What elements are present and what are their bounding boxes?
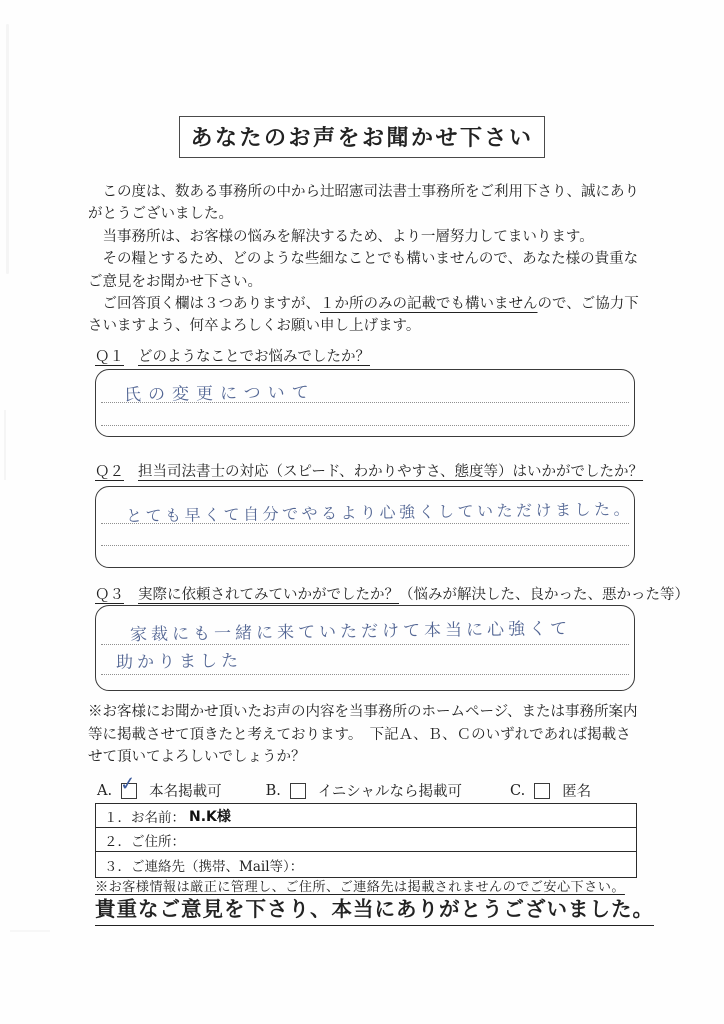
table-row-name (96, 804, 636, 828)
consent-option-a (97, 771, 222, 801)
option-b-text: イニシャルなら掲載可 (317, 784, 462, 800)
thank-you-footer: 貴重なご意見を下さり、本当にありがとうございました。 (95, 892, 654, 926)
option-b-label: B. (265, 782, 281, 799)
row-name-value: N.K様 (189, 808, 231, 825)
intro-paragraph-3: その糧とするため、どのような些細なことでも構いませんので、あなた様の貴重なご意見をお聞かせ下さい。 (88, 251, 639, 290)
question-1-answer-box (95, 369, 635, 437)
consent-options-row (97, 771, 637, 801)
table-row-address (96, 828, 636, 852)
option-b-checkbox (290, 783, 306, 799)
intro-paragraph-2: 当事務所は、お客様の悩みを解決するため、より一層努力してまいります。 (102, 228, 594, 245)
option-a-checkbox (118, 771, 138, 799)
handwritten-answer-q1: 氏の変更について (123, 382, 316, 406)
scan-artifact (4, 410, 6, 480)
row-name-label: １．お名前： (104, 809, 185, 826)
publish-consent-note (88, 701, 642, 769)
consent-option-c (510, 780, 591, 801)
option-c-text: 匿名 (562, 784, 592, 800)
option-c-checkbox (534, 783, 550, 799)
intro-p4-underlined: １か所のみの記載でも構いません (320, 296, 538, 313)
handwritten-answer-q2: とても早くて自分でやるより心強くしていただけました。 (125, 499, 634, 526)
contact-info-table (95, 803, 637, 878)
intro-paragraph-4 (88, 293, 640, 338)
intro-p4-post: ので、ご協力下さいますよう、何卒よろしくお願い申し上げます。 (88, 296, 639, 335)
question-2-answer-box (95, 486, 635, 568)
row-address-label: ２．ご住所： (104, 833, 185, 850)
intro-p4-pre: ご回答頂く欄は３つありますが、 (102, 296, 320, 313)
title-row (0, 116, 724, 158)
row-contact-label: ３．ご連絡先（携帯、Mail等）： (104, 858, 304, 875)
question-3-answer-box (95, 605, 635, 691)
privacy-note: ※お客様情報は厳正に管理し、ご住所、ご連絡先は掲載されませんのでご安心下さい。 (95, 880, 625, 895)
question-1-label: Ｑ１ (95, 349, 124, 365)
option-c-label: C. (510, 782, 526, 799)
question-3-heading (95, 583, 689, 604)
intro-paragraph-1: この度は、数ある事務所の中から辻昭憲司法書士事務所をご利用下さり、誠にありがとうございました。 (88, 184, 639, 223)
question-2-heading (95, 460, 643, 481)
question-1-text: どのようなことでお悩みでしたか？ (138, 349, 370, 365)
scan-artifact (10, 930, 50, 932)
ruled-line (101, 425, 629, 426)
question-3-text: 実際に依頼されてみていかがでしたか？ (138, 587, 399, 603)
option-a-text: 本名掲載可 (149, 784, 222, 800)
option-a-label: A. (97, 782, 113, 799)
ruled-line (101, 674, 629, 675)
publish-note-part1: ※お客様にお聞かせ頂いたお声の内容を当事務所のホームページ、または事務所案内等に掲載させて頂きたと考えております。 (88, 704, 638, 743)
page-title: あなたのお声をお聞かせ下さい (179, 116, 544, 158)
handwritten-answer-q3-line1: 家裁にも一緒に来ていただけて本当に心強くて (129, 618, 572, 646)
intro-text (88, 181, 640, 338)
check-mark-icon: ✓ (118, 771, 138, 796)
question-3-label: Ｑ３ (95, 587, 124, 603)
question-2-label: Ｑ２ (95, 464, 124, 480)
consent-option-b (266, 780, 462, 801)
table-row-contact (96, 852, 636, 877)
ruled-line (101, 545, 629, 546)
publish-note-part2: 下記Ａ、Ｂ、Ｃのいずれであれば掲載させて頂いてよろしいでしょうか？ (88, 726, 631, 765)
question-2-text: 担当司法書士の対応（スピード、わかりやすさ、態度等）はいかがでしたか？ (138, 464, 644, 480)
question-1-heading (95, 345, 370, 366)
question-3-suffix: （悩みが解決した、良かった、悪かった等） (399, 587, 689, 603)
handwritten-answer-q3-line2: 助かりました (115, 651, 243, 673)
